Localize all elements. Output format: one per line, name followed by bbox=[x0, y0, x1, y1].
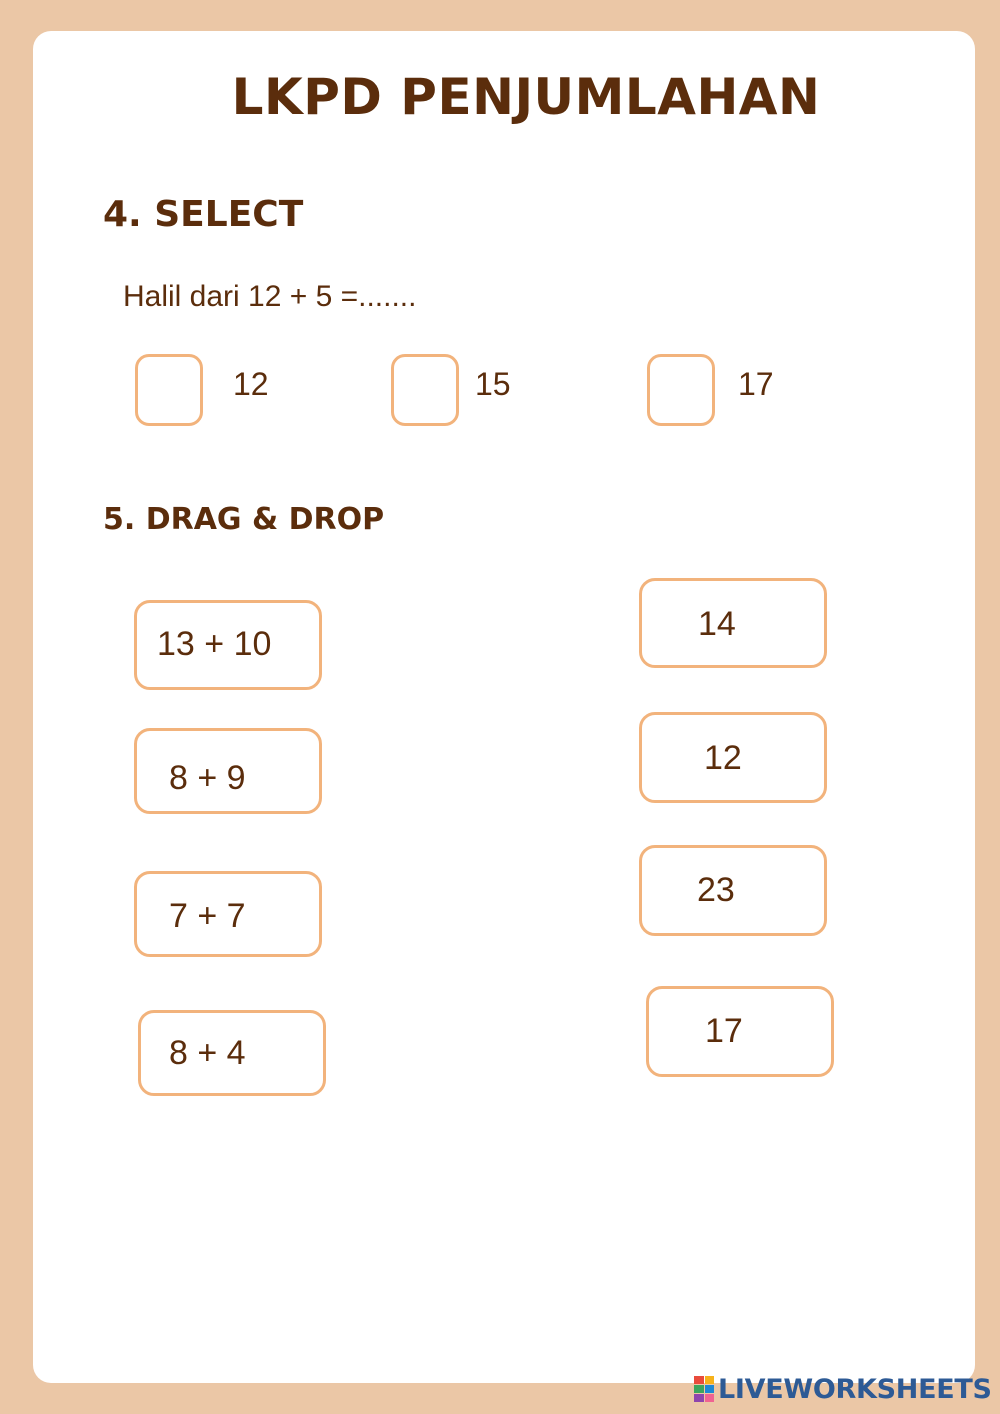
drag-item-label: 13 + 10 bbox=[157, 625, 272, 663]
drag-item-label: 7 + 7 bbox=[169, 897, 246, 935]
drop-target-label: 12 bbox=[704, 739, 742, 777]
drag-drop-heading: 5. DRAG & DROP bbox=[103, 502, 385, 537]
select-heading: 4. SELECT bbox=[103, 194, 304, 235]
choice-checkbox-12[interactable] bbox=[135, 354, 203, 426]
choice-checkbox-17[interactable] bbox=[647, 354, 715, 426]
page-title: LKPD PENJUMLAHAN bbox=[231, 68, 821, 126]
drag-item-label: 8 + 9 bbox=[169, 759, 246, 797]
drop-target-label: 17 bbox=[705, 1012, 743, 1050]
liveworksheets-logo-icon bbox=[694, 1376, 714, 1402]
choice-label-17: 17 bbox=[738, 366, 774, 402]
drop-target-12[interactable] bbox=[639, 712, 827, 803]
drop-target-17[interactable] bbox=[646, 986, 834, 1077]
brand-name: LIVEWORKSHEETS bbox=[718, 1373, 992, 1405]
choice-label-12: 12 bbox=[233, 366, 269, 402]
drag-item-8-plus-4[interactable] bbox=[138, 1010, 326, 1096]
drag-item-13-plus-10[interactable] bbox=[134, 600, 322, 690]
drag-item-label: 8 + 4 bbox=[169, 1034, 246, 1072]
drag-item-7-plus-7[interactable] bbox=[134, 871, 322, 957]
drop-target-label: 14 bbox=[698, 605, 736, 643]
select-question: Halil dari 12 + 5 =....... bbox=[123, 280, 417, 313]
choice-label-15: 15 bbox=[475, 366, 511, 402]
drop-target-14[interactable] bbox=[639, 578, 827, 668]
liveworksheets-brand bbox=[694, 1374, 992, 1404]
choice-checkbox-15[interactable] bbox=[391, 354, 459, 426]
drag-item-8-plus-9[interactable] bbox=[134, 728, 322, 814]
drop-target-23[interactable] bbox=[639, 845, 827, 936]
drop-target-label: 23 bbox=[697, 871, 735, 909]
